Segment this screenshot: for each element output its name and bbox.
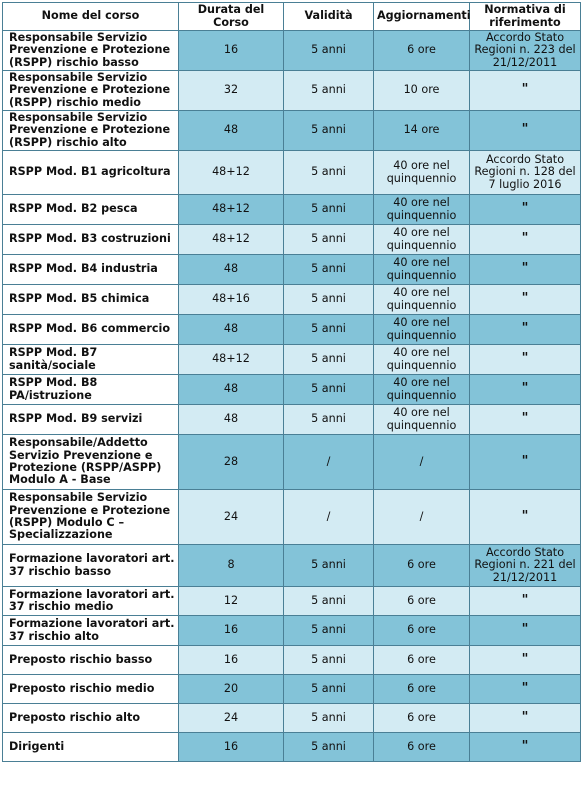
- normativa-cell: ": [470, 675, 581, 704]
- validita-cell: 5 anni: [284, 345, 374, 375]
- normativa-cell: ": [470, 704, 581, 733]
- aggiornamenti-cell: 40 ore nel quinquennio: [374, 375, 470, 405]
- normativa-cell: ": [470, 587, 581, 616]
- validita-cell: 5 anni: [284, 675, 374, 704]
- durata-cell: 48+12: [179, 225, 284, 255]
- table-row: [3, 111, 581, 151]
- validita-cell: 5 anni: [284, 255, 374, 285]
- validita-cell: 5 anni: [284, 405, 374, 435]
- course-name: Dirigenti: [3, 733, 179, 762]
- table-row: [3, 733, 581, 762]
- course-name: RSPP Mod. B7 sanità/sociale: [3, 345, 179, 375]
- validita-cell: 5 anni: [284, 704, 374, 733]
- durata-cell: 24: [179, 704, 284, 733]
- normativa-cell: ": [470, 646, 581, 675]
- table-row: [3, 71, 581, 111]
- header-aggiornamenti: Aggiornamenti: [374, 3, 470, 31]
- aggiornamenti-cell: 6 ore: [374, 616, 470, 646]
- course-name: Preposto rischio basso: [3, 646, 179, 675]
- course-name: RSPP Mod. B1 agricoltura: [3, 151, 179, 195]
- validita-cell: 5 anni: [284, 285, 374, 315]
- normativa-cell: Accordo Stato Regioni n. 223 del 21/12/2011: [470, 31, 581, 71]
- normativa-cell: ": [470, 195, 581, 225]
- course-name: RSPP Mod. B6 commercio: [3, 315, 179, 345]
- aggiornamenti-cell: 6 ore: [374, 675, 470, 704]
- normativa-cell: ": [470, 71, 581, 111]
- aggiornamenti-cell: 40 ore nel quinquennio: [374, 345, 470, 375]
- durata-cell: 16: [179, 646, 284, 675]
- durata-cell: 48+12: [179, 151, 284, 195]
- header-nome-corso: Nome del corso: [3, 3, 179, 31]
- normativa-cell: ": [470, 225, 581, 255]
- table-row: [3, 675, 581, 704]
- course-name: Preposto rischio alto: [3, 704, 179, 733]
- course-name: Responsabile Servizio Prevenzione e Protezione (RSPP) rischio alto: [3, 111, 179, 151]
- table-row: [3, 545, 581, 587]
- validita-cell: 5 anni: [284, 71, 374, 111]
- normativa-cell: ": [470, 616, 581, 646]
- course-name: RSPP Mod. B5 chimica: [3, 285, 179, 315]
- validita-cell: 5 anni: [284, 151, 374, 195]
- course-table-container: [2, 2, 581, 762]
- durata-cell: 48+16: [179, 285, 284, 315]
- table-row: [3, 315, 581, 345]
- course-name: Responsabile Servizio Prevenzione e Protezione (RSPP) rischio basso: [3, 31, 179, 71]
- aggiornamenti-cell: 40 ore nel quinquennio: [374, 151, 470, 195]
- aggiornamenti-cell: 40 ore nel quinquennio: [374, 225, 470, 255]
- validita-cell: 5 anni: [284, 545, 374, 587]
- validita-cell: 5 anni: [284, 587, 374, 616]
- durata-cell: 16: [179, 733, 284, 762]
- table-row: [3, 225, 581, 255]
- aggiornamenti-cell: 40 ore nel quinquennio: [374, 255, 470, 285]
- table-row: [3, 285, 581, 315]
- table-row: [3, 490, 581, 545]
- validita-cell: 5 anni: [284, 375, 374, 405]
- durata-cell: 48: [179, 375, 284, 405]
- header-validita: Validità: [284, 3, 374, 31]
- durata-cell: 32: [179, 71, 284, 111]
- course-name: RSPP Mod. B9 servizi: [3, 405, 179, 435]
- validita-cell: 5 anni: [284, 616, 374, 646]
- aggiornamenti-cell: 14 ore: [374, 111, 470, 151]
- durata-cell: 28: [179, 435, 284, 490]
- validita-cell: 5 anni: [284, 31, 374, 71]
- course-name: Formazione lavoratori art. 37 rischio medio: [3, 587, 179, 616]
- normativa-cell: Accordo Stato Regioni n. 221 del 21/12/2011: [470, 545, 581, 587]
- normativa-cell: ": [470, 435, 581, 490]
- durata-cell: 20: [179, 675, 284, 704]
- table-row: [3, 195, 581, 225]
- normativa-cell: ": [470, 490, 581, 545]
- table-row: [3, 704, 581, 733]
- table-row: [3, 255, 581, 285]
- aggiornamenti-cell: 40 ore nel quinquennio: [374, 195, 470, 225]
- header-durata: Durata del Corso: [179, 3, 284, 31]
- course-name: Formazione lavoratori art. 37 rischio basso: [3, 545, 179, 587]
- course-name: Responsabile Servizio Prevenzione e Protezione (RSPP) Modulo C – Specializzazione: [3, 490, 179, 545]
- normativa-cell: ": [470, 255, 581, 285]
- course-name: RSPP Mod. B4 industria: [3, 255, 179, 285]
- course-name: RSPP Mod. B2 pesca: [3, 195, 179, 225]
- validita-cell: 5 anni: [284, 315, 374, 345]
- table-row: [3, 405, 581, 435]
- durata-cell: 12: [179, 587, 284, 616]
- validita-cell: /: [284, 490, 374, 545]
- durata-cell: 48: [179, 111, 284, 151]
- validita-cell: 5 anni: [284, 733, 374, 762]
- durata-cell: 16: [179, 616, 284, 646]
- table-row: [3, 587, 581, 616]
- durata-cell: 48+12: [179, 345, 284, 375]
- normativa-cell: ": [470, 405, 581, 435]
- course-name: Responsabile/Addetto Servizio Prevenzione e Protezione (RSPP/ASPP) Modulo A - Base: [3, 435, 179, 490]
- course-name: RSPP Mod. B3 costruzioni: [3, 225, 179, 255]
- table-header-row: [3, 3, 581, 31]
- table-row: [3, 345, 581, 375]
- table-row: [3, 151, 581, 195]
- aggiornamenti-cell: 6 ore: [374, 704, 470, 733]
- normativa-cell: ": [470, 375, 581, 405]
- header-normativa: Normativa di riferimento: [470, 3, 581, 31]
- validita-cell: /: [284, 435, 374, 490]
- course-table: [2, 2, 581, 762]
- aggiornamenti-cell: 6 ore: [374, 587, 470, 616]
- validita-cell: 5 anni: [284, 646, 374, 675]
- durata-cell: 24: [179, 490, 284, 545]
- table-row: [3, 375, 581, 405]
- validita-cell: 5 anni: [284, 111, 374, 151]
- course-name: RSPP Mod. B8 PA/istruzione: [3, 375, 179, 405]
- normativa-cell: ": [470, 733, 581, 762]
- validita-cell: 5 anni: [284, 195, 374, 225]
- aggiornamenti-cell: 6 ore: [374, 646, 470, 675]
- course-name: Preposto rischio medio: [3, 675, 179, 704]
- normativa-cell: ": [470, 285, 581, 315]
- table-row: [3, 31, 581, 71]
- aggiornamenti-cell: 6 ore: [374, 733, 470, 762]
- aggiornamenti-cell: 10 ore: [374, 71, 470, 111]
- durata-cell: 48: [179, 405, 284, 435]
- normativa-cell: ": [470, 315, 581, 345]
- course-name: Responsabile Servizio Prevenzione e Protezione (RSPP) rischio medio: [3, 71, 179, 111]
- normativa-cell: ": [470, 345, 581, 375]
- aggiornamenti-cell: 40 ore nel quinquennio: [374, 285, 470, 315]
- aggiornamenti-cell: 40 ore nel quinquennio: [374, 315, 470, 345]
- aggiornamenti-cell: 6 ore: [374, 31, 470, 71]
- durata-cell: 16: [179, 31, 284, 71]
- aggiornamenti-cell: 40 ore nel quinquennio: [374, 405, 470, 435]
- durata-cell: 48: [179, 255, 284, 285]
- aggiornamenti-cell: /: [374, 435, 470, 490]
- table-row: [3, 435, 581, 490]
- course-name: Formazione lavoratori art. 37 rischio alto: [3, 616, 179, 646]
- normativa-cell: Accordo Stato Regioni n. 128 del 7 luglio 2016: [470, 151, 581, 195]
- table-row: [3, 616, 581, 646]
- aggiornamenti-cell: 6 ore: [374, 545, 470, 587]
- table-row: [3, 646, 581, 675]
- durata-cell: 48: [179, 315, 284, 345]
- durata-cell: 48+12: [179, 195, 284, 225]
- aggiornamenti-cell: /: [374, 490, 470, 545]
- validita-cell: 5 anni: [284, 225, 374, 255]
- normativa-cell: ": [470, 111, 581, 151]
- durata-cell: 8: [179, 545, 284, 587]
